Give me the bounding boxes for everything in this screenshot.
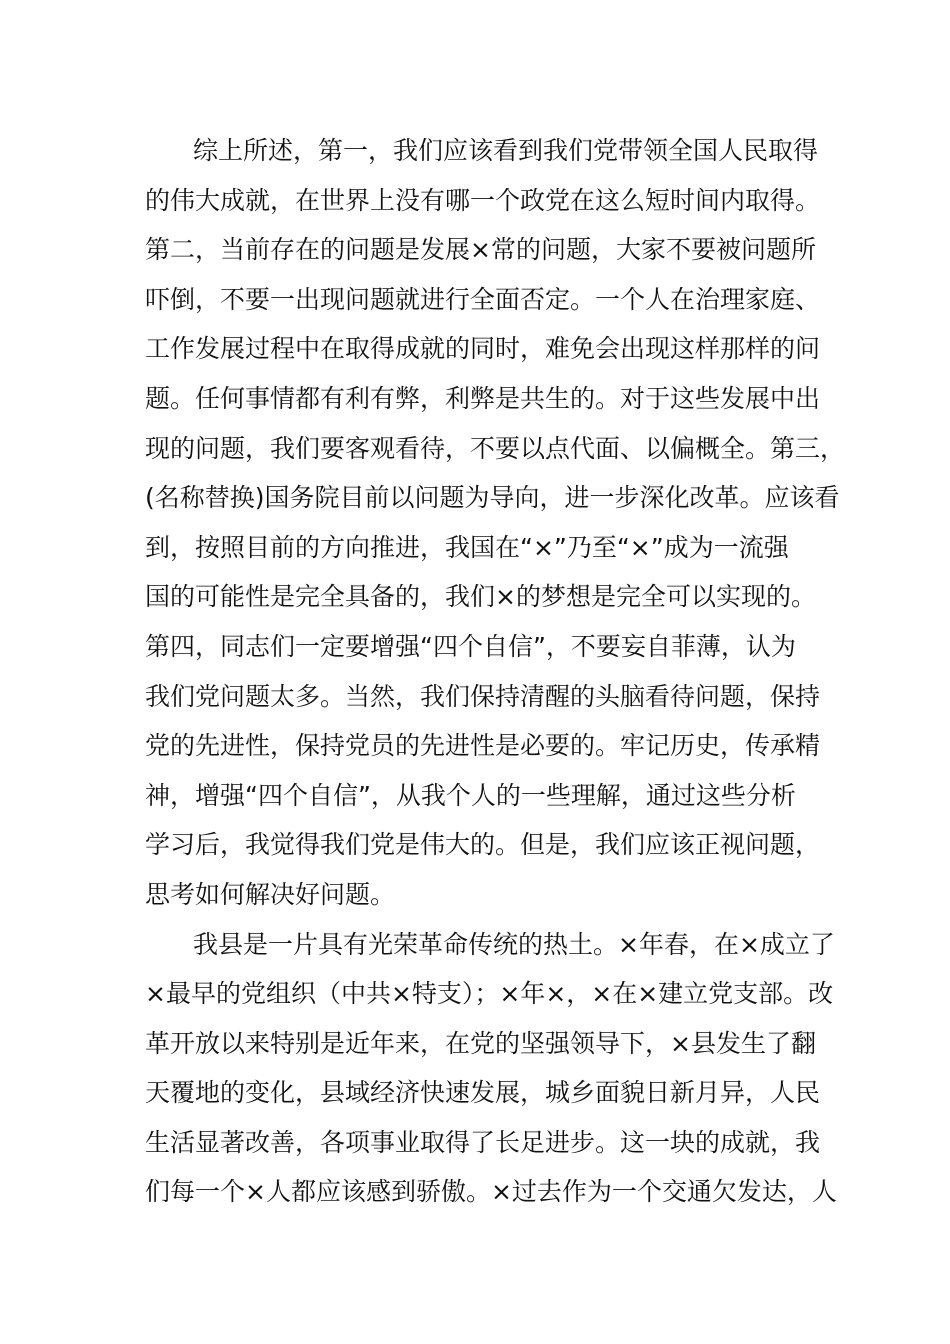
text-line: 吓倒，不要一出现问题就进行全面否定。一个人在治理家庭、 (145, 284, 821, 314)
text-line: 党的先进性，保持党员的先进性是必要的。牢记历史，传承精 (145, 731, 821, 761)
text-line: 题。任何事情都有利有弊，利弊是共生的。对于这些发展中出 (145, 383, 821, 413)
text-line: 第四，同志们一定要增强“四个自信”，不要妄自菲薄，认为 (145, 631, 796, 661)
text-line: 到，按照目前的方向推进，我国在“×”乃至“×”成为一流强 (145, 532, 789, 562)
text-line: (名称替换)国务院目前以问题为导向，进一步深化改革。应该看 (145, 483, 840, 513)
paragraph-summary (145, 126, 846, 920)
text-line: 生活显著改善，各项事业取得了长足进步。这一块的成就，我 (145, 1127, 821, 1157)
text-line: 革开放以来特别是近年来，在党的坚强领导下，×县发生了翻 (145, 1028, 816, 1058)
text-line: 我县是一片具有光荣革命传统的热土。×年春，在×成立了 (193, 929, 835, 959)
text-line: 工作发展过程中在取得成就的同时，难免会出现这样那样的问 (145, 334, 821, 364)
text-line: 第二，当前存在的问题是发展×常的问题，大家不要被问题所 (145, 235, 816, 265)
text-line: 现的问题，我们要客观看待，不要以点代面、以偏概全。第三， (145, 433, 846, 463)
text-line: 思考如何解决好问题。 (145, 879, 396, 909)
text-line: ×最早的党组织（中共×特支）；×年×，×在×建立党支部。改 (145, 979, 834, 1009)
text-line: 我们党问题太多。当然，我们保持清醒的头脑看待问题，保持 (145, 681, 821, 711)
text-line: 天覆地的变化，县域经济快速发展，城乡面貌日新月异，人民 (145, 1078, 821, 1108)
text-line: 综上所述，第一，我们应该看到我们党带领全国人民取得 (193, 136, 819, 165)
document-body (145, 126, 846, 1217)
text-line: 们每一个×人都应该感到骄傲。×过去作为一个交通欠发达，人 (145, 1177, 837, 1207)
paragraph-county (145, 920, 837, 1218)
text-line: 学习后，我觉得我们党是伟大的。但是，我们应该正视问题， (145, 830, 821, 860)
text-line: 国的可能性是完全具备的，我们×的梦想是完全可以实现的。 (145, 582, 816, 612)
text-line: 神，增强“四个自信”，从我个人的一些理解，通过这些分析 (145, 780, 796, 810)
text-line: 的伟大成就，在世界上没有哪一个政党在这么短时间内取得。 (145, 185, 821, 215)
